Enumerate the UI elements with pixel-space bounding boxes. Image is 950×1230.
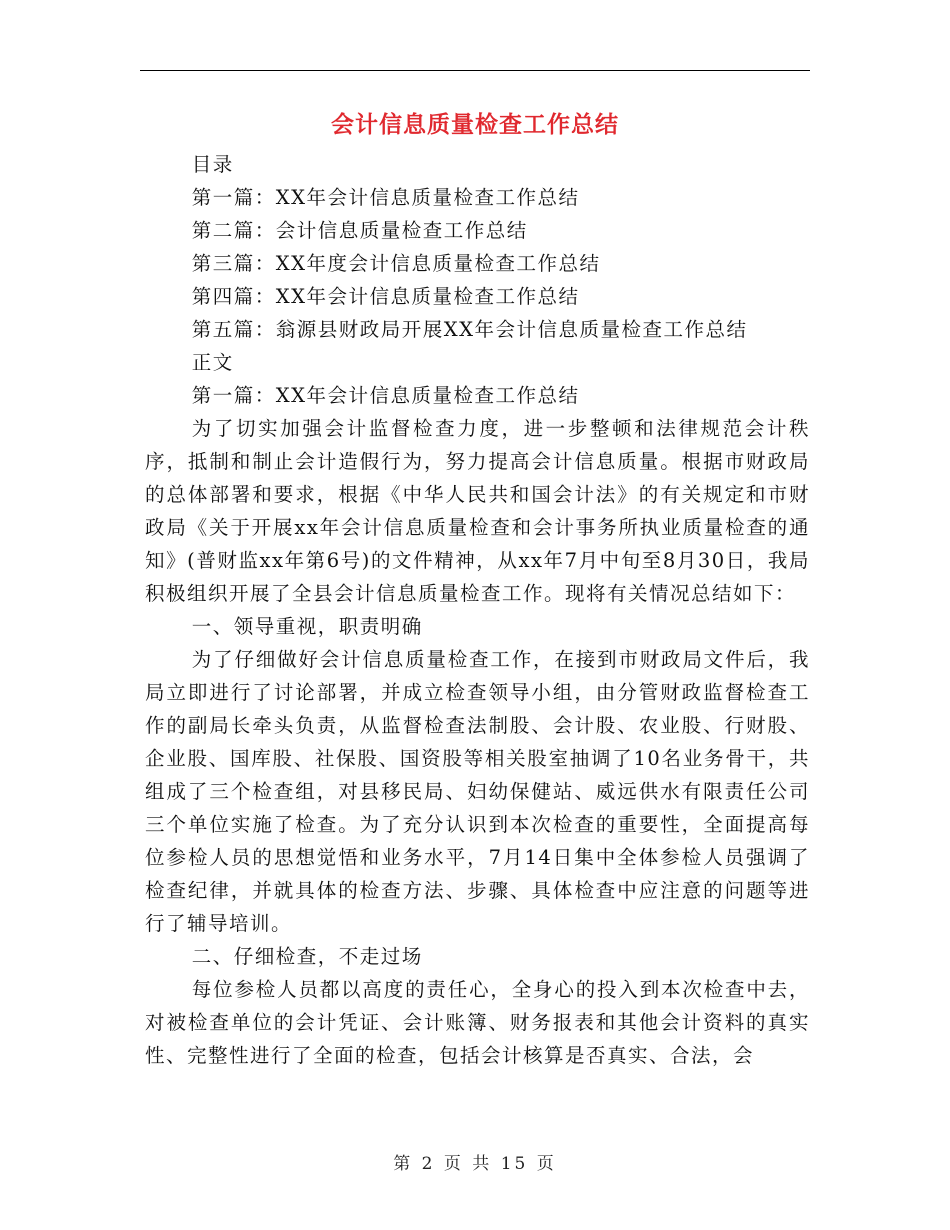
document-title: 会计信息质量检查工作总结 <box>331 112 619 138</box>
body-heading: 正文 <box>191 351 234 374</box>
page-number: 第 2 页 共 15 页 <box>393 1154 557 1174</box>
document-body <box>145 148 810 1072</box>
toc-item: 第三篇：XX年度会计信息质量检查工作总结 <box>191 252 601 275</box>
section-heading-1: 一、领导重视，职责明确 <box>191 615 423 638</box>
header-rule <box>140 70 810 71</box>
toc-item: 第二篇：会计信息质量检查工作总结 <box>191 219 528 242</box>
paragraph-intro: 为了切实加强会计监督检查力度，进一步整顿和法律规范会计秩序，抵制和制止会计造假行为，努力提高会计信息质量。根据市财政局的总体部署和要求，根据《中华人民共和国会计法》的有关规定和市财政局《关于开展xx年会计信息质量检查和会计事务所执业质量检查的通知》(普财监xx年第6号)的文件精神，从xx年7月中旬至8月30日，我局积极组织开展了全县会计信息质量检查工作。现将有关情况总结如下： <box>145 417 810 605</box>
section-heading-2: 二、仔细检查，不走过场 <box>191 945 423 968</box>
paragraph-section-1: 为了仔细做好会计信息质量检查工作，在接到市财政局文件后，我局立即进行了讨论部署，并成立检查领导小组，由分管财政监督检查工作的副局长牵头负责，从监督检查法制股、会计股、农业股、行财股、企业股、国库股、社保股、国资股等相关股室抽调了10名业务骨干，共组成了三个检查组，对县移民局、妇幼保健站、威远供水有限责任公司三个单位实施了检查。为了充分认识到本次检查的重要性，全面提高每位参检人员的思想觉悟和业务水平，7月14日集中全体参检人员强调了检查纪律，并就具体的检查方法、步骤、具体检查中应注意的问题等进行了辅导培训。 <box>145 648 810 935</box>
paragraph-section-2: 每位参检人员都以高度的责任心，全身心的投入到本次检查中去，对被检查单位的会计凭证、会计账簿、财务报表和其他会计资料的真实性、完整性进行了全面的检查，包括会计核算是否真实、合法，会 <box>145 978 810 1067</box>
article-title: 第一篇：XX年会计信息质量检查工作总结 <box>191 384 580 407</box>
toc-item: 第五篇：翁源县财政局开展XX年会计信息质量检查工作总结 <box>191 318 748 341</box>
toc-item: 第一篇：XX年会计信息质量检查工作总结 <box>191 186 580 209</box>
toc-heading: 目录 <box>191 153 234 176</box>
toc-item: 第四篇：XX年会计信息质量检查工作总结 <box>191 285 580 308</box>
